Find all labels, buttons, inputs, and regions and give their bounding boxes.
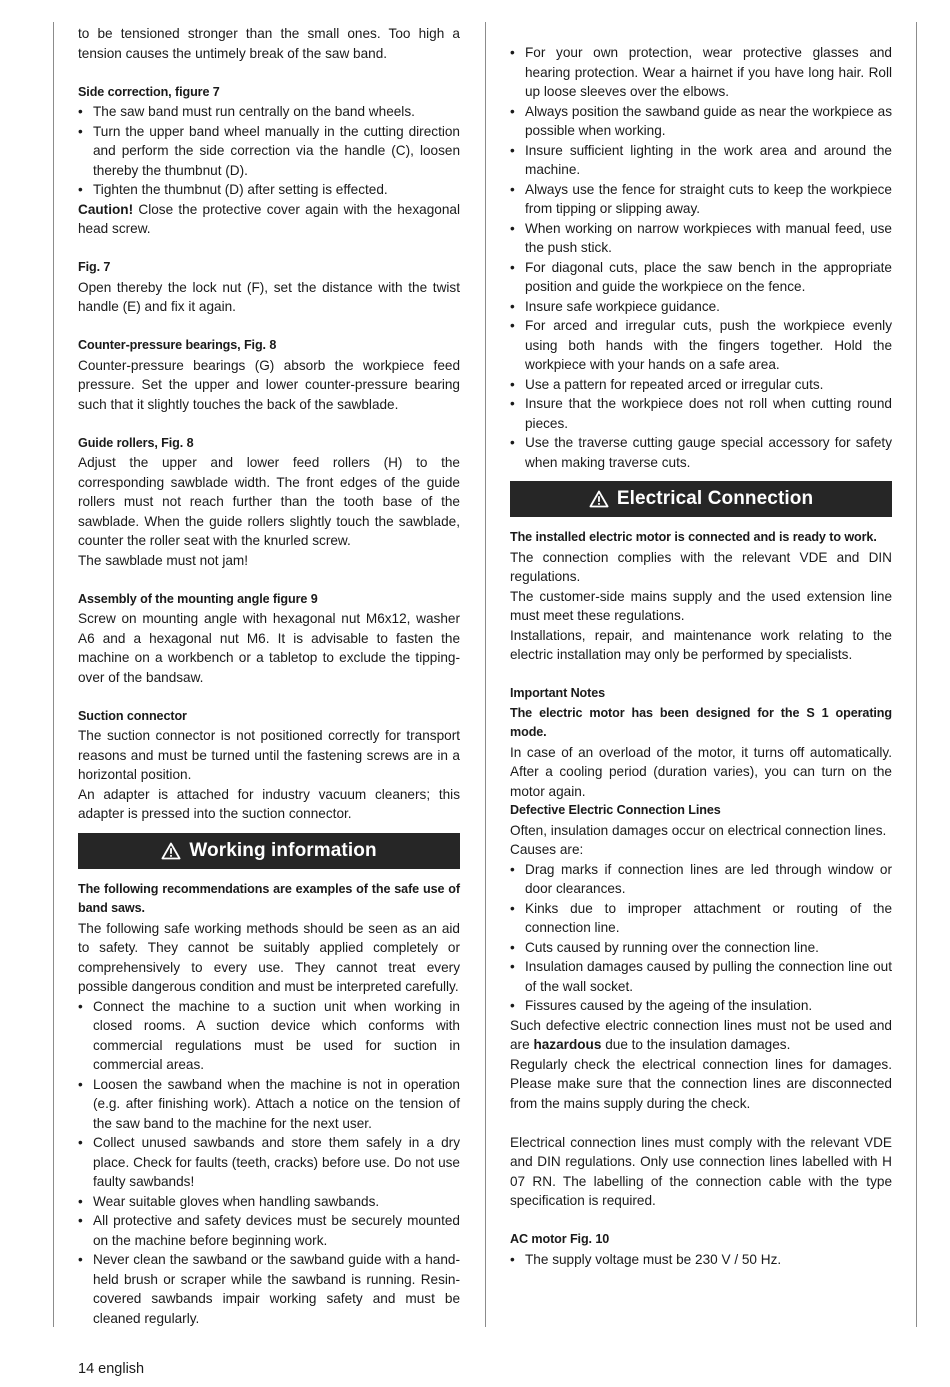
- warning-triangle-icon: [589, 490, 609, 508]
- ac-motor-list: [510, 1250, 892, 1270]
- mounting-angle-paragraph: Screw on mounting angle with hexagonal nut M6x12, washer A6 and a hexagonal nut M6. It is advisable to fasten the machine on a workbench or a tabletop to exclude the tipping-over of the bandsaw.: [78, 611, 460, 685]
- counter-pressure-paragraph: Counter-pressure bearings (G) absorb the workpiece feed pressure. Set the upper and lower counter-pressure bearing such that it slightly touches the back of the sawblade.: [78, 357, 460, 412]
- side-correction-heading: Side correction, figure 7: [78, 84, 220, 99]
- list-item: • Always use the fence for straight cuts to keep the workpiece from tipping or slipping away.: [510, 180, 892, 219]
- list-item: • Tighten the thumbnut (D) after setting is effected.: [78, 180, 460, 200]
- list-item: • Collect unused sawbands and store them safely in a dry place. Check for faults (teeth, cracks) before use. Do not use faulty sawbands!: [78, 1133, 460, 1192]
- list-item: • Use the traverse cutting gauge special accessory for safety when making traverse cuts.: [510, 433, 892, 472]
- defective-text-before: Such defective electric connection lines must not be used and are: [510, 1017, 892, 1052]
- ac-motor-heading: AC motor Fig. 10: [510, 1232, 610, 1246]
- intro-paragraph: to be tensioned stronger than the small ones. Too high a tension causes the untimely break of the saw band.: [78, 26, 460, 61]
- defective-paragraph-2: Causes are:: [510, 842, 584, 857]
- warning-triangle-icon: [161, 842, 181, 860]
- defective-text-after: due to the insulation damages.: [601, 1037, 791, 1052]
- important-notes-heading: Important Notes: [510, 686, 606, 700]
- list-item: • Insulation damages caused by pulling the connection line out of the wall socket.: [510, 957, 892, 996]
- left-margin-rule: [53, 22, 54, 1327]
- list-item: • Connect the machine to a suction unit when working in closed rooms. A suction device which conforms with commercial regulations must be used for suction in commercial areas.: [78, 997, 460, 1075]
- list-item: • Insure sufficient lighting in the work area and around the machine.: [510, 141, 892, 180]
- side-correction-list: [78, 102, 460, 200]
- list-item: • Insure safe workpiece guidance.: [510, 297, 892, 317]
- list-item: • For your own protection, wear protective glasses and hearing protection. Wear a hairnet if you have long hair. Roll up loose sleeves over the elbows.: [510, 43, 892, 102]
- left-column: [78, 24, 460, 1328]
- column-divider-rule: [485, 22, 486, 1327]
- defective-paragraph-5: Electrical connection lines must comply with the relevant VDE and DIN regulations. Only use connection lines labelled with H 07 RN. The labelling of the connection cable with the type specification is required.: [510, 1134, 892, 1208]
- defective-paragraph-1: Often, insulation damages occur on electrical connection lines.: [510, 822, 887, 838]
- caution-label: Caution!: [78, 201, 134, 217]
- defective-lines-heading: Defective Electric Connection Lines: [510, 803, 721, 817]
- defective-paragraph-3: [510, 1016, 892, 1055]
- important-notes-paragraph: In case of an overload of the motor, it turns off automatically. After a cooling period (duration varies), you can turn on the motor again.: [510, 744, 892, 799]
- list-item: • All protective and safety devices must be securely mounted on the machine before beginning work.: [78, 1211, 460, 1250]
- list-item: • Use a pattern for repeated arced or irregular cuts.: [510, 375, 892, 395]
- guide-rollers-note: The sawblade must not jam!: [78, 552, 249, 568]
- list-item: • The supply voltage must be 230 V / 50 Hz.: [510, 1250, 892, 1270]
- list-item: • For diagonal cuts, place the saw bench in the appropriate position and guide the workpiece on the fence.: [510, 258, 892, 297]
- fig7-paragraph: Open thereby the lock nut (F), set the distance with the twist handle (E) and fix it again.: [78, 279, 460, 314]
- list-item: • For arced and irregular cuts, push the workpiece evenly using both hands with the fingers together. Hold the workpiece with your hands on a safe area.: [510, 316, 892, 375]
- page-footer: 14 english: [78, 1361, 145, 1377]
- list-item: • Always position the sawband guide as near the workpiece as possible when working.: [510, 102, 892, 141]
- working-lead: The following recommendations are examples of the safe use of band saws.: [78, 881, 460, 915]
- right-margin-rule: [916, 22, 917, 1327]
- working-information-banner: [78, 833, 460, 869]
- safety-list: [510, 43, 892, 472]
- list-item: • Cuts caused by running over the connection line.: [510, 938, 892, 958]
- list-item: • Never clean the sawband or the sawband guide with a hand-held brush or scraper while the sawband is running. Resin-covered sawbands impair working safety and must be cleaned regularly.: [78, 1250, 460, 1328]
- list-item: • Loosen the sawband when the machine is not in operation (e.g. after finishing work). Attach a notice on the tension of the saw band to the machine for the next user.: [78, 1075, 460, 1134]
- list-item: • Fissures caused by the ageing of the insulation.: [510, 996, 892, 1016]
- list-item: • Drag marks if connection lines are led through window or door clearances.: [510, 860, 892, 899]
- causes-list: [510, 860, 892, 1016]
- list-item: • Insure that the workpiece does not roll when cutting round pieces.: [510, 394, 892, 433]
- caution-text: Close the protective cover again with the hexagonal head screw.: [78, 201, 460, 236]
- guide-rollers-heading: Guide rollers, Fig. 8: [78, 435, 194, 450]
- important-notes-lead: The electric motor has been designed for the S 1 operating mode.: [510, 705, 892, 739]
- electrical-paragraph-3: Installations, repair, and maintenance work relating to the electric installation may only be performed by specialists.: [510, 627, 892, 662]
- fig7-heading: Fig. 7: [78, 260, 111, 274]
- suction-heading: Suction connector: [78, 708, 187, 723]
- working-list: [78, 997, 460, 1329]
- list-item: • When working on narrow workpieces with manual feed, use the push stick.: [510, 219, 892, 258]
- guide-rollers-paragraph: Adjust the upper and lower feed rollers (H) to the corresponding sawblade width. The front edges of the guide rollers must not reach further than the tooth base of the sawblade. When the guide rollers slightly touch the sawblade, counter the roller seat with the knurled screw.: [78, 455, 460, 548]
- defective-paragraph-4: Regularly check the electrical connection lines for damages. Please make sure that the connection lines are disconnected from the mains supply during the check.: [510, 1056, 892, 1111]
- list-item: • Turn the upper band wheel manually in the cutting direction and perform the side correction via the handle (C), loosen thereby the thumbnut (D).: [78, 122, 460, 181]
- list-item: • Kinks due to improper attachment or routing of the connection line.: [510, 899, 892, 938]
- electrical-connection-banner: [510, 481, 892, 517]
- electrical-lead: The installed electric motor is connected and is ready to work.: [510, 530, 877, 544]
- electrical-connection-title: Electrical Connection: [616, 488, 814, 510]
- hazardous-label: hazardous: [533, 1037, 602, 1052]
- mounting-angle-heading: Assembly of the mounting angle figure 9: [78, 591, 318, 606]
- caution-paragraph: [78, 200, 460, 239]
- electrical-paragraph-1: The connection complies with the relevant VDE and DIN regulations.: [510, 549, 892, 584]
- working-paragraph: The following safe working methods should be seen as an aid to safety. They cannot be suitably applied completely or comprehensively to every use. They cannot treat every possible dangerous condition and must be interpreted carefully.: [78, 920, 460, 994]
- list-item: • Wear suitable gloves when handling sawbands.: [78, 1192, 460, 1212]
- working-information-title: Working information: [189, 839, 377, 861]
- counter-pressure-heading: Counter-pressure bearings, Fig. 8: [78, 338, 277, 352]
- suction-adapter-paragraph: An adapter is attached for industry vacuum cleaners; this adapter is pressed into the suction connector.: [78, 786, 460, 821]
- right-column: [510, 0, 892, 1269]
- list-item: • The saw band must run centrally on the band wheels.: [78, 102, 460, 122]
- suction-paragraph: The suction connector is not positioned correctly for transport reasons and must be turned until the fastening screws are in a horizontal position.: [78, 728, 460, 782]
- electrical-paragraph-2: The customer-side mains supply and the used extension line must meet these regulations.: [510, 588, 892, 623]
